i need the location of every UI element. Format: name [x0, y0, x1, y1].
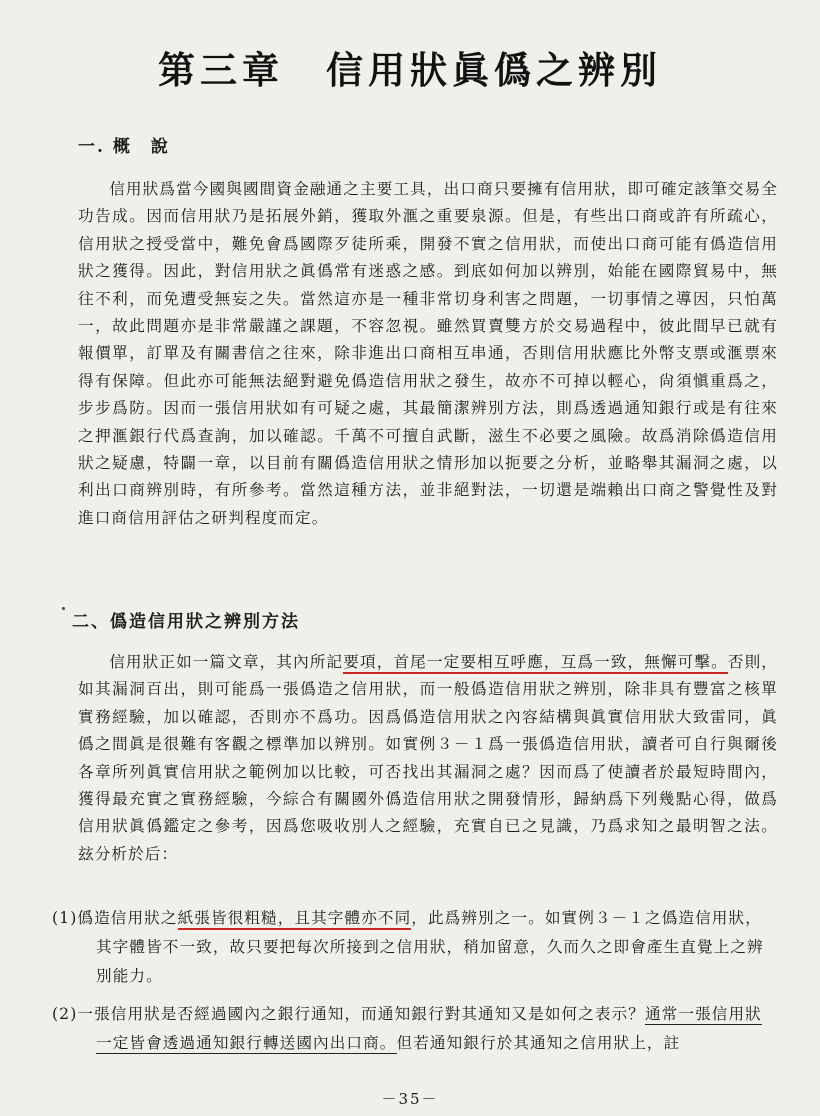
item-number: (2)	[52, 1005, 78, 1023]
red-underlined-text: 紙張皆很粗糙，且其字體亦不同	[178, 909, 412, 930]
handwritten-underlined-text: 通常一張信用狀一定皆會透過通知銀行轉送國內出口商。	[96, 1005, 762, 1052]
paragraph-text: 否則，如其漏洞百出，則可能爲一張僞造之信用狀，而一般僞造信用狀之辨別，除非具有豐富之核單實務經驗，加以確認，否則亦不爲功。因爲僞造信用狀之內容結構與眞實信用狀大致雷同，眞僞之間眞是很難有客觀之標準加以辨別。如實例３－１爲一張僞造信用狀，讀者可自行與爾後各章所列眞實信用狀之範例加以比較，可否找出其漏洞之處？因而爲了使讀者於最短時間內，獲得最充實之實務經驗，今綜合有關國外僞造信用狀之開發情形，歸納爲下列幾點心得，做爲信用狀眞僞鑑定之參考，因爲您吸收別人之經驗，充實自已之見識，乃爲求知之最明智之法。玆分析於后：	[78, 653, 778, 863]
item-text: 一張信用狀是否經過國內之銀行通知，而通知銀行對其通知又是如何之表示？	[77, 1005, 645, 1023]
list-item	[52, 1000, 778, 1058]
item-number: (1)	[52, 909, 78, 927]
item-text: 但若通知銀行於其通知之信用狀上，註	[396, 1034, 681, 1052]
item-text: ，此爲辨別之一。如實例３－１之僞造信用狀，其字體皆不一致，故只要把每次所接到之信用狀，稍加留意，久而久之即會產生直覺上之辨別能力。	[96, 909, 764, 985]
chapter-title: 第三章 信用狀眞僞之辨別	[158, 48, 662, 92]
red-underlined-text: 要項，首尾一定要相互呼應，互爲一致，無懈可擊。	[343, 653, 728, 674]
section-heading-overview: 一. 概 說	[78, 137, 170, 157]
item-text: 僞造信用狀之	[77, 909, 178, 927]
section-heading-identification-methods: 二、僞造信用狀之辨別方法	[72, 612, 300, 632]
page-number: －35－	[381, 1090, 439, 1108]
overview-paragraph: 信用狀爲當今國與國間資金融通之主要工具，出口商只要擁有信用狀，即可確定該筆交易全功告成。因而信用狀乃是拓展外銷，獲取外滙之重要泉源。但是，有些出口商或許有所疏心，信用狀之授受當中，難免會爲國際歹徒所乘，開發不實之信用狀，而使出口商可能有僞造信用狀之獲得。因此，對信用狀之眞僞常有迷惑之感。到底如何加以辨別，始能在國際貿易中，無往不利，而免遭受無妄之失。當然這亦是一種非常切身利害之問題，一切事情之導因，只怕萬一，故此問題亦是非常嚴謹之課題，不容忽視。雖然買賣雙方於交易過程中，彼此間早已就有報價單，訂單及有關書信之往來，除非進出口商相互串通，否則信用狀應比外幣支票或滙票來得有保障。但此亦可能無法絕對避免僞造信用狀之發生，故亦不可掉以輕心，尙須愼重爲之，步步爲防。因而一張信用狀如有可疑之處，其最簡潔辨別方法，則爲透過通知銀行或是有往來之押滙銀行代爲查詢，加以確認。千萬不可擅自武斷，滋生不必要之風險。故爲消除僞造信用狀之疑慮，特闢一章，以目前有關僞造信用狀之情形加以扼要之分析，並略舉其漏洞之處，以利出口商辨別時，有所參考。當然這種方法，並非絕對法，一切還是端賴出口商之警覺性及對進口商信用評估之研判程度而定。	[78, 180, 778, 527]
ink-speck	[62, 607, 65, 610]
paragraph-text: 信用狀正如一篇文章，其內所記	[109, 653, 344, 671]
identification-paragraph	[78, 649, 778, 868]
list-item	[52, 904, 778, 991]
